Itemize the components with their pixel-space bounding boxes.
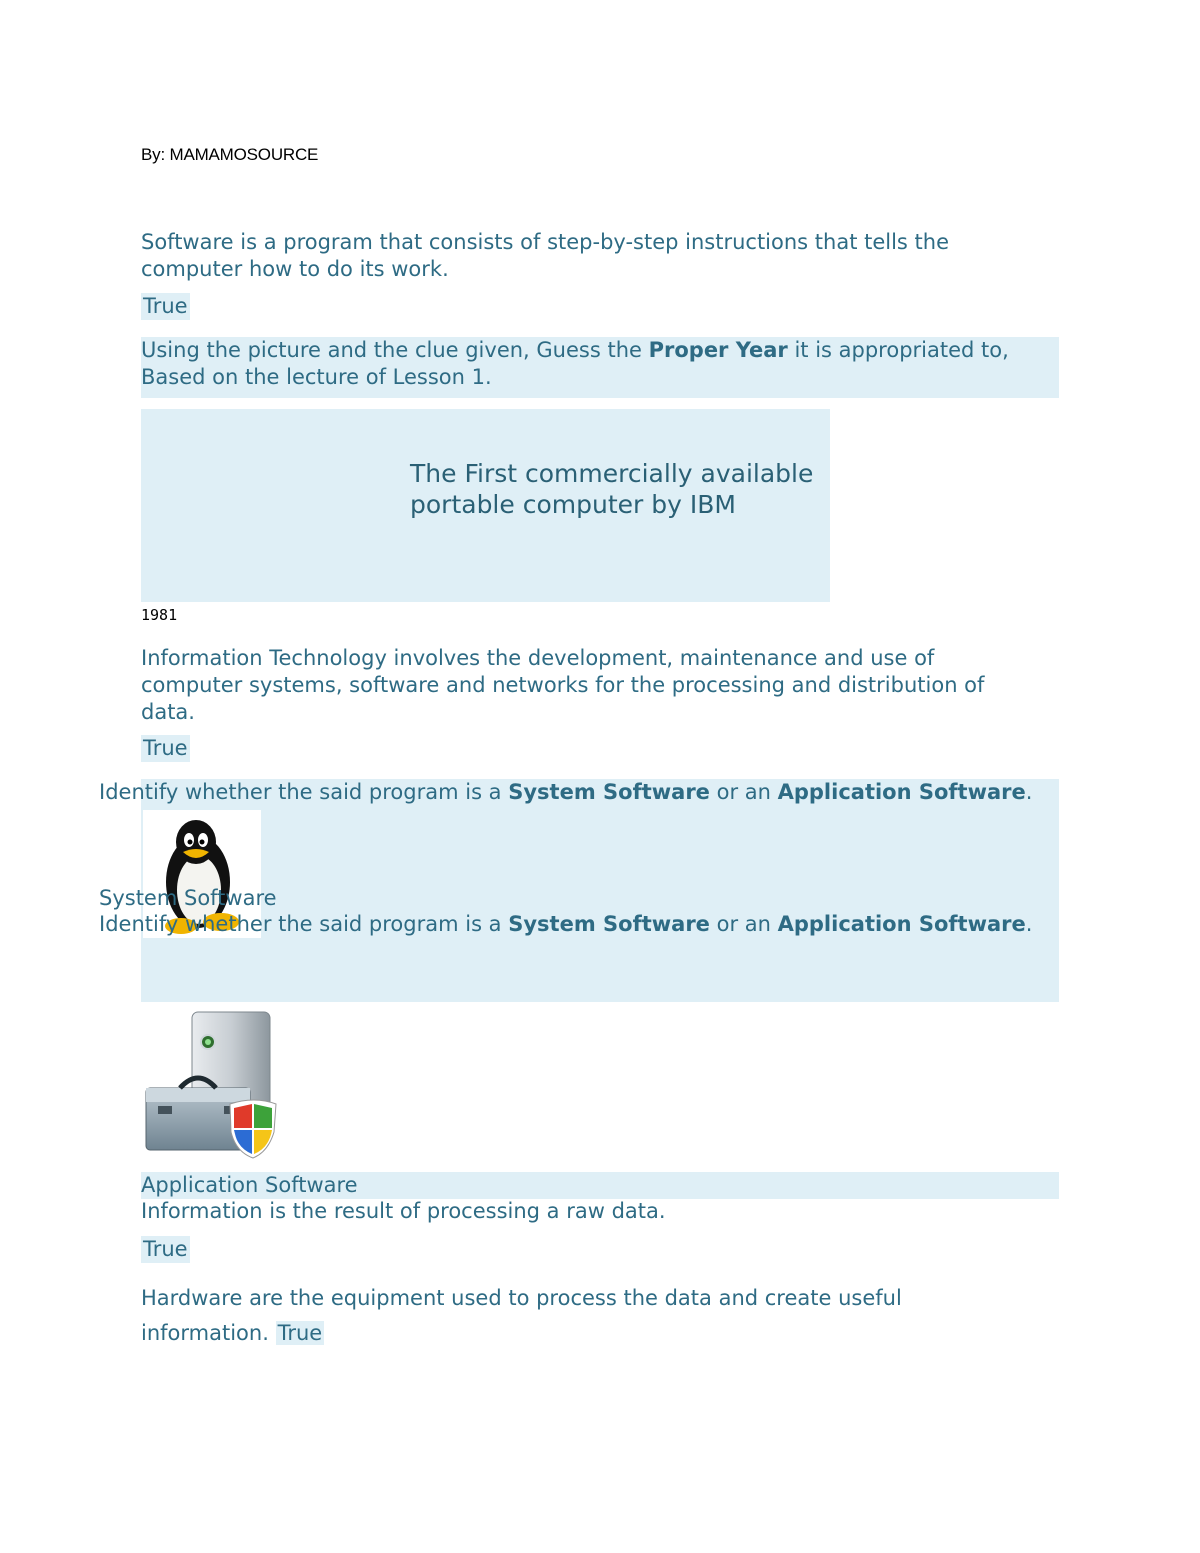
question-5-prefix: Identify whether the said program is a: [99, 912, 509, 936]
question-4: [99, 779, 1032, 806]
clue-text: The First commercially available portable computer by IBM: [410, 459, 814, 519]
question-6: Information is the result of processing a raw data.: [141, 1199, 666, 1223]
question-2: [141, 337, 1041, 391]
question-5-mid: or an: [709, 912, 778, 936]
question-2-bold: Proper Year: [648, 338, 788, 362]
question-4-mid: or an: [709, 780, 778, 804]
question-4-bold1: System Software: [508, 780, 710, 804]
toolbox-shield-icon: [142, 1008, 290, 1160]
answer-3: True: [143, 736, 188, 760]
question-4-prefix: Identify whether the said program is a: [99, 780, 509, 804]
answer-4: System Software: [99, 886, 277, 910]
question-4-end: .: [1025, 780, 1033, 804]
question-1: Software is a program that consists of step-by-step instructions that tells the computer how to do its work.: [141, 230, 950, 281]
answer-2: 1981: [141, 606, 178, 624]
question-5-bold1: System Software: [508, 912, 710, 936]
question-7-text: Hardware are the equipment used to process the data and create useful information.: [141, 1286, 902, 1345]
question-7: [141, 1281, 1001, 1351]
question-5-end: .: [1025, 912, 1033, 936]
answer-1: True: [143, 294, 188, 318]
answer-7: True: [277, 1321, 323, 1345]
identify-highlight: [141, 779, 1059, 1002]
question-2-suffix: it is appropriated to, Based on the lecture of Lesson 1.: [141, 338, 1009, 389]
question-5: [99, 911, 1032, 938]
question-5-bold2: Application Software: [777, 912, 1026, 936]
question-4-bold2: Application Software: [777, 780, 1026, 804]
question-3: Information Technology involves the development, maintenance and use of computer systems, software and networks for the processing and distribution of data.: [141, 646, 985, 724]
answer-5: Application Software: [141, 1173, 358, 1197]
answer-6: True: [143, 1237, 188, 1261]
author-line: By: MAMAMOSOURCE: [141, 145, 319, 164]
question-2-prefix: Using the picture and the clue given, Guess the: [141, 338, 649, 362]
